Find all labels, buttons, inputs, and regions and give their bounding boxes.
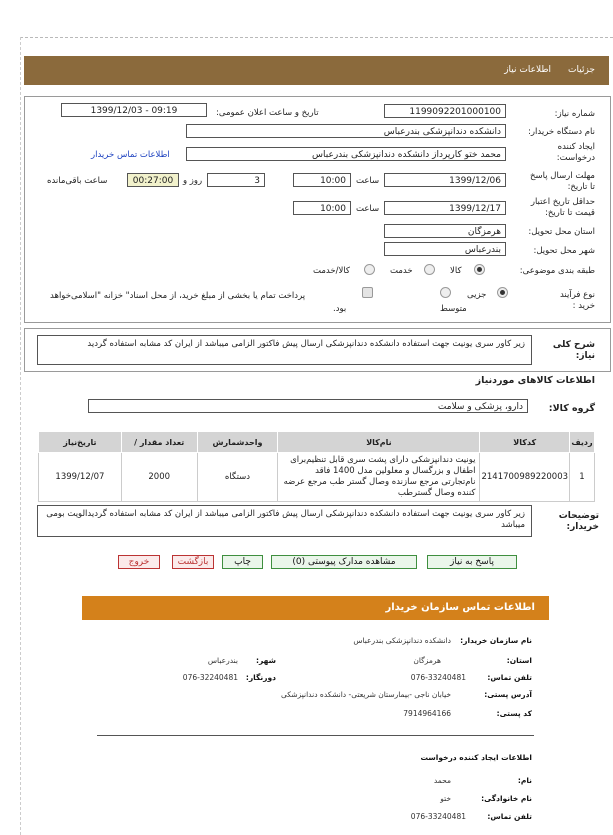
table-row[interactable]	[39, 453, 595, 502]
left-dashed-border	[20, 37, 21, 835]
deadline-time-label: ساعت	[356, 176, 380, 186]
category-goods-radio[interactable]	[474, 264, 485, 275]
need-number-field: 1199092201000100	[384, 104, 506, 118]
validity-label-line1: حداقل تاریخ اعتبار	[530, 197, 595, 207]
deadline-label	[530, 171, 595, 193]
contact-fax-value: 076-32240481	[182, 673, 238, 682]
creator-label	[557, 142, 595, 164]
col-name: نام‌کالا	[278, 432, 480, 453]
province-label: استان محل تحویل:	[528, 227, 595, 237]
contact-province-label: استان:	[506, 656, 532, 665]
cell-index: 1	[570, 453, 595, 502]
contact-phone-label: تلفن تماس:	[487, 673, 532, 682]
validity-label-line2: قیمت تا تاریخ:	[544, 208, 595, 218]
days-label: روز و	[183, 176, 203, 186]
exit-button[interactable]: خروج	[118, 555, 160, 569]
cell-unit: دستگاه	[197, 453, 278, 502]
validity-date-field: 1399/12/17	[384, 201, 506, 215]
remaining-time-field: 00:27:00	[127, 173, 179, 187]
validity-time-field: 10:00	[293, 201, 351, 215]
creator-family-value: ختو	[440, 794, 451, 803]
remaining-label: ساعت باقی‌مانده	[47, 176, 108, 186]
deadline-date-field: 1399/12/06	[384, 173, 506, 187]
contact-separator	[97, 735, 534, 736]
col-index: ردیف	[570, 432, 595, 453]
creator-field: محمد ختو کارپرداز دانشکده دندانپزشکی بندرعباس	[186, 147, 506, 161]
creator-info-title: اطلاعات ایجاد کننده درخواست	[420, 753, 532, 762]
goods-group-field: دارو، پزشکی و سلامت	[88, 399, 528, 413]
contact-address-label: آدرس پستی:	[484, 690, 532, 699]
top-dashed-separator	[20, 37, 613, 38]
header-bar	[24, 56, 609, 85]
category-goods-service-label: کالا/خدمت	[313, 266, 350, 276]
creator-label-line2: درخواست:	[556, 153, 595, 163]
treasury-payment-note-end: بود.	[333, 304, 347, 314]
buyer-contact-link[interactable]: اطلاعات تماس خریدار	[91, 150, 170, 160]
contact-title: اطلاعات تماس سازمان خریدار	[385, 602, 535, 613]
cell-code: 2141700989220003	[480, 453, 570, 502]
contact-fax-label: دورنگار:	[245, 673, 276, 682]
buyer-org-field: دانشکده دندانپزشکی بندرعباس	[186, 124, 506, 138]
col-date: تاریخ‌نیاز	[39, 432, 122, 453]
tab-need-info[interactable]: اطلاعات نیاز	[504, 65, 551, 75]
table-header-row	[39, 432, 595, 453]
items-table	[38, 431, 595, 502]
category-label: طبقه بندی موضوعی:	[519, 266, 595, 276]
attachments-button[interactable]: مشاهده مدارک پیوستی (0)	[271, 555, 417, 569]
process-label-line2: خرید :	[572, 301, 595, 311]
days-field: 3	[207, 173, 265, 187]
process-medium-radio[interactable]	[440, 287, 451, 298]
contact-city-label: شهر:	[256, 656, 276, 665]
creator-phone-value: 076-33240481	[410, 812, 466, 821]
tab-details[interactable]: جزئیات	[568, 65, 595, 75]
col-code: کدکالا	[480, 432, 570, 453]
process-small-label: جزیی	[467, 290, 487, 300]
description-label: شرح کلی نیاز:	[552, 340, 595, 361]
creator-phone-label: تلفن تماس:	[487, 812, 532, 821]
contact-city-value: بندرعباس	[207, 656, 238, 665]
contact-postal-value: 7914964166	[403, 709, 451, 718]
need-number-label: شماره نیاز:	[554, 109, 595, 119]
buyer-notes-text: زیر کاور سری یونیت جهت استفاده دانشکده دندانپزشکی ارسال پیش فاکتور الزامی میباشد از ایران کد مشابه استفاده گردیدالویت بومی میباشد	[37, 505, 532, 537]
deadline-label-line2: تا تاریخ:	[567, 182, 595, 192]
reply-button[interactable]: پاسخ به نیاز	[427, 555, 517, 569]
contact-address-value: خیابان ناجی -بیمارستان شریعتی- دانشکده دندانپزشکی	[280, 690, 451, 699]
process-label-line1: نوع فرآیند	[559, 290, 595, 300]
city-label: شهر محل تحویل:	[533, 246, 595, 256]
back-button[interactable]: بازگشت	[172, 555, 214, 569]
print-button[interactable]: چاپ	[222, 555, 263, 569]
cell-name: یونیت دندانپزشکی دارای پشت سری قابل تنظیم‌برای اطفال و بزرگسال و معلولین مدل 1400 فاقد نام‌تجارتی مرجع سازنده وصال گستر طب مرجع عرضه کننده وصال گسترطب	[278, 453, 480, 502]
process-small-radio[interactable]	[497, 287, 508, 298]
col-qty: تعداد مقدار /	[121, 432, 197, 453]
creator-name-label: نام:	[517, 776, 532, 785]
category-goods-service-radio[interactable]	[364, 264, 375, 275]
creator-name-value: محمد	[433, 776, 451, 785]
contact-phone-value: 076-33240481	[410, 673, 466, 682]
col-unit: واحد‌شمارش	[197, 432, 278, 453]
buyer-notes-label: توضیحات خریدار:	[558, 511, 599, 532]
treasury-payment-note: پرداخت تمام یا بخشی از مبلغ خرید، از محل اسناد" خزانه "اسلامی‌خواهد	[50, 291, 306, 301]
category-service-label: خدمت	[390, 266, 413, 276]
cell-qty: 2000	[121, 453, 197, 502]
contact-org-value: دانشکده دندانپزشکی بندرعباس	[353, 636, 451, 645]
deadline-time-field: 10:00	[293, 173, 351, 187]
goods-group-label: گروه کالا:	[548, 403, 595, 414]
category-goods-label: کالا	[450, 266, 462, 276]
announce-field: 1399/12/03 - 09:19	[61, 103, 207, 117]
validity-label	[531, 197, 595, 219]
buyer-org-label: نام دستگاه خریدار:	[528, 127, 595, 137]
category-service-radio[interactable]	[424, 264, 435, 275]
creator-family-label: نام خانوادگی:	[481, 794, 532, 803]
announce-label: تاریخ و ساعت اعلان عمومی:	[216, 108, 319, 118]
treasury-payment-checkbox[interactable]	[362, 287, 373, 298]
process-type-label	[560, 290, 595, 312]
process-medium-label: متوسط	[440, 304, 467, 314]
creator-label-line1: ایجاد کننده	[557, 142, 595, 152]
contact-header-bar	[82, 596, 549, 620]
cell-date: 1399/12/07	[39, 453, 122, 502]
city-field: بندرعباس	[384, 242, 506, 256]
contact-org-label: نام سازمان خریدار:	[460, 636, 532, 645]
validity-time-label: ساعت	[356, 204, 380, 214]
goods-section-title: اطلاعات کالاهای موردنیاز	[475, 375, 595, 386]
province-field: هرمزگان	[384, 224, 506, 238]
contact-postal-label: کد پستی:	[496, 709, 532, 718]
deadline-label-line1: مهلت ارسال پاسخ	[530, 171, 595, 181]
description-text: زیر کاور سری یونیت جهت استفاده دانشکده دندانپزشکی ارسال پیش فاکتور الزامی میباشد از ایران کد مشابه استفاده گردید	[37, 335, 532, 365]
contact-province-value: هرمزگان	[413, 656, 441, 665]
